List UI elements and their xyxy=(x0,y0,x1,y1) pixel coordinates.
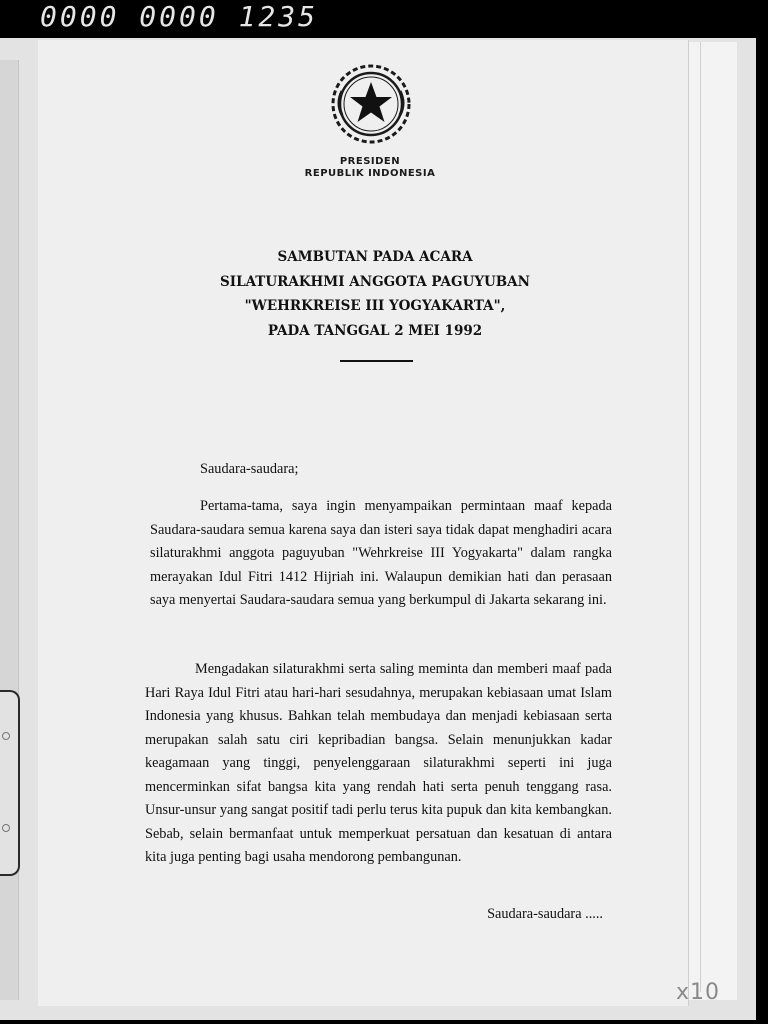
film-frame-counter: 0000 0000 1235 xyxy=(40,0,319,33)
title-divider xyxy=(340,360,413,362)
clip-hole-icon xyxy=(2,824,10,832)
microfilm-corner-mark: x10 xyxy=(676,980,721,1005)
star-laurel-wreath-emblem-icon xyxy=(330,63,412,145)
binder-clip xyxy=(0,690,20,876)
title-line-2: SILATURAKHMI ANGGOTA PAGUYUBAN xyxy=(220,273,530,290)
letterhead-line-1: PRESIDEN xyxy=(339,156,401,167)
salutation: Saudara-saudara; xyxy=(200,461,299,477)
letterhead-line-2: REPUBLIK INDONESIA xyxy=(304,168,436,179)
title-line-4: PADA TANGGAL 2 MEI 1992 xyxy=(267,322,483,339)
page-catchword: Saudara-saudara ..... xyxy=(487,906,603,922)
clip-hole-icon xyxy=(2,732,10,740)
title-line-1: SAMBUTAN PADA ACARA xyxy=(277,249,473,265)
paragraph-2: Mengadakan silaturakhmi serta saling meminta dan memberi maaf pada Hari Raya Idul Fitri atau hari-hari sesudahnya, merupakan kebiasaan umat Islam Indonesia yang khusus. Bahkan telah membudaya dan menjadi kebiasaan serta merupakan salah satu ciri kepribadian bangsa. Selain menunjukkan kadar keagamaan yang tinggi, penyelenggaraan silaturakhmi seperti ini juga mencerminkan sifat bangsa kita yang rendah hati serta penuh tenggang rasa. Unsur-unsur yang sangat positif tadi perlu terus kita pupuk dan kita kembangkan. Sebab, selain bermanfaat untuk memperkuat persatuan dan kesatuan di antara kita juga penting bagi usaha mendorong pembangunan. xyxy=(145,661,612,865)
speech-title xyxy=(160,245,590,343)
underlying-page-edge xyxy=(700,42,741,992)
paragraph-1: Pertama-tama, saya ingin menyampaikan permintaan maaf kepada Saudara-saudara semua karena saya dan isteri saya tidak dapat menghadiri acara silaturakhmi anggota paguyuban "Wehrkreise III Yogyakarta" dalam rangka merayakan Idul Fitri 1412 Hijriah ini. Walaupun demikian hati dan perasaan saya menyertai Saudara-saudara semua yang berkumpul di Jakarta sekarang ini. xyxy=(150,498,612,608)
title-line-3: "WEHRKREISE III YOGYAKARTA", xyxy=(244,298,506,314)
